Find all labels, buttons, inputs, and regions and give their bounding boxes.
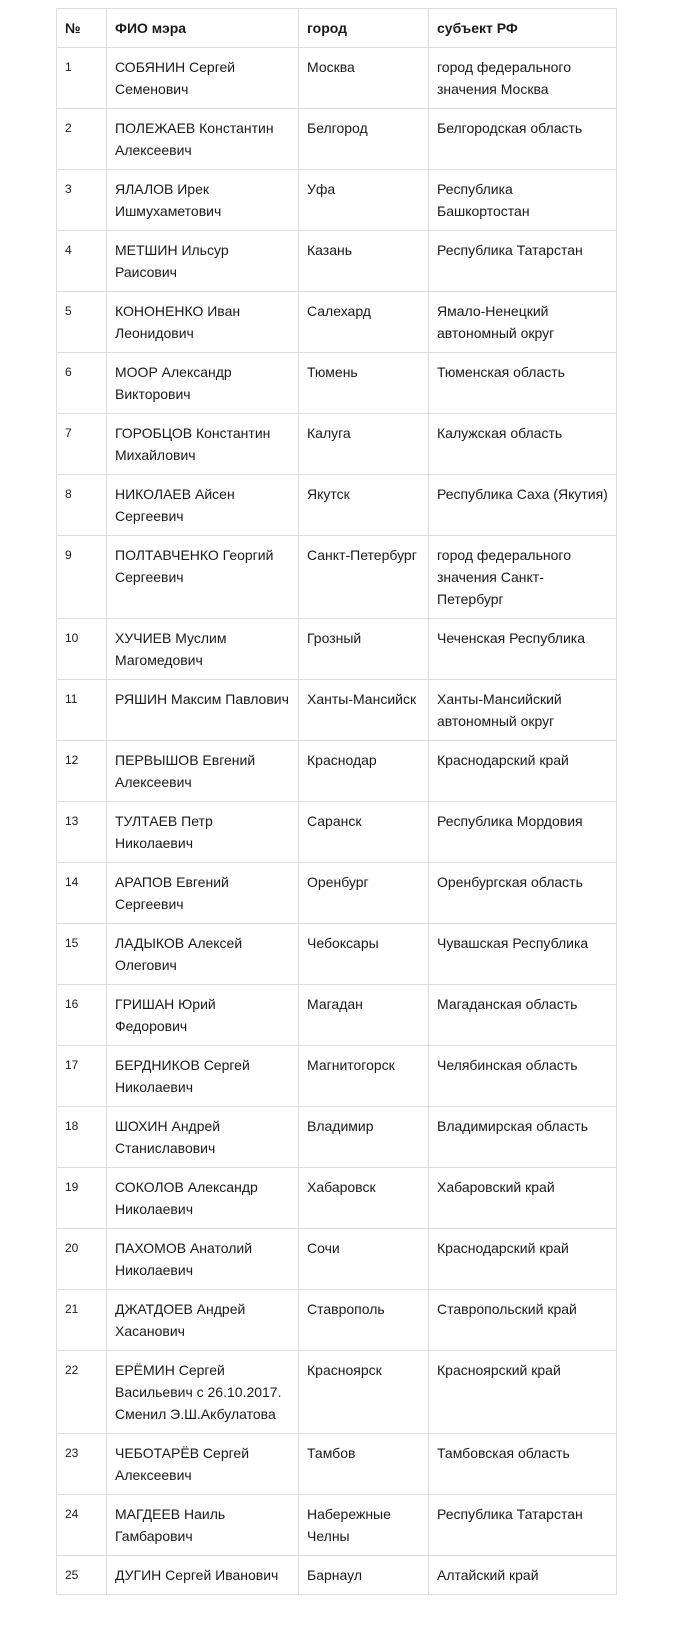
table-row [57,292,617,353]
table-row [57,619,617,680]
cell-city: Магадан [299,985,429,1046]
cell-num: 19 [57,1168,107,1229]
cell-name: МЕТШИН Ильсур Раисович [107,231,299,292]
cell-subject: Белгородская область [429,109,617,170]
cell-subject: Тамбовская область [429,1434,617,1495]
cell-num: 4 [57,231,107,292]
cell-num: 13 [57,802,107,863]
cell-name: ХУЧИЕВ Муслим Магомедович [107,619,299,680]
cell-city: Москва [299,48,429,109]
header-city: город [299,9,429,48]
cell-name: ШОХИН Андрей Станиславович [107,1107,299,1168]
cell-subject: Челябинская область [429,1046,617,1107]
cell-subject: Владимирская область [429,1107,617,1168]
cell-subject: Калужская область [429,414,617,475]
cell-name: ГОРОБЦОВ Константин Михайлович [107,414,299,475]
cell-subject: город федерального значения Москва [429,48,617,109]
cell-city: Казань [299,231,429,292]
cell-city: Сочи [299,1229,429,1290]
cell-subject: Ставропольский край [429,1290,617,1351]
table-row [57,536,617,619]
cell-subject: Магаданская область [429,985,617,1046]
table-row [57,1107,617,1168]
cell-num: 10 [57,619,107,680]
header-subject: субъект РФ [429,9,617,48]
cell-name: РЯШИН Максим Павлович [107,680,299,741]
cell-name: АРАПОВ Евгений Сергеевич [107,863,299,924]
cell-subject: Краснодарский край [429,741,617,802]
cell-name: ПОЛЕЖАЕВ Константин Алексеевич [107,109,299,170]
cell-num: 6 [57,353,107,414]
cell-subject: Республика Татарстан [429,1495,617,1556]
cell-subject: Красноярский край [429,1351,617,1434]
cell-num: 9 [57,536,107,619]
cell-city: Владимир [299,1107,429,1168]
cell-name: БЕРДНИКОВ Сергей Николаевич [107,1046,299,1107]
cell-num: 17 [57,1046,107,1107]
cell-city: Красноярск [299,1351,429,1434]
table-row [57,1351,617,1434]
cell-num: 18 [57,1107,107,1168]
table-row [57,170,617,231]
cell-num: 16 [57,985,107,1046]
cell-subject: Ямало-Ненецкий автономный округ [429,292,617,353]
cell-city: Саранск [299,802,429,863]
cell-num: 22 [57,1351,107,1434]
cell-name: НИКОЛАЕВ Айсен Сергеевич [107,475,299,536]
cell-city: Хабаровск [299,1168,429,1229]
table-row [57,680,617,741]
cell-subject: Республика Мордовия [429,802,617,863]
cell-num: 24 [57,1495,107,1556]
table-row [57,475,617,536]
cell-name: ГРИШАН Юрий Федорович [107,985,299,1046]
table-row [57,802,617,863]
cell-city: Барнаул [299,1556,429,1595]
table-row [57,1168,617,1229]
cell-num: 23 [57,1434,107,1495]
cell-city: Ханты-Мансийск [299,680,429,741]
cell-num: 3 [57,170,107,231]
cell-subject: Хабаровский край [429,1168,617,1229]
cell-name: СОБЯНИН Сергей Семенович [107,48,299,109]
cell-subject: Алтайский край [429,1556,617,1595]
cell-subject: Ханты-Мансийский автономный округ [429,680,617,741]
cell-name: СОКОЛОВ Александр Николаевич [107,1168,299,1229]
cell-name: ДЖАТДОЕВ Андрей Хасанович [107,1290,299,1351]
cell-city: Уфа [299,170,429,231]
cell-num: 21 [57,1290,107,1351]
cell-city: Калуга [299,414,429,475]
cell-num: 20 [57,1229,107,1290]
cell-num: 7 [57,414,107,475]
cell-name: ТУЛТАЕВ Петр Николаевич [107,802,299,863]
header-row [57,9,617,48]
table-header [57,9,617,48]
cell-num: 5 [57,292,107,353]
cell-city: Салехард [299,292,429,353]
cell-name: МООР Александр Викторович [107,353,299,414]
cell-name: ПАХОМОВ Анатолий Николаевич [107,1229,299,1290]
cell-subject: Тюменская область [429,353,617,414]
mayors-table-container [56,8,616,1595]
cell-city: Ставрополь [299,1290,429,1351]
cell-city: Чебоксары [299,924,429,985]
cell-subject: Чеченская Республика [429,619,617,680]
cell-name: ЯЛАЛОВ Ирек Ишмухаметович [107,170,299,231]
table-row [57,1046,617,1107]
table-row [57,1495,617,1556]
cell-num: 25 [57,1556,107,1595]
table-row [57,48,617,109]
cell-city: Набережные Челны [299,1495,429,1556]
cell-city: Краснодар [299,741,429,802]
cell-subject: Краснодарский край [429,1229,617,1290]
header-name: ФИО мэра [107,9,299,48]
cell-num: 15 [57,924,107,985]
cell-name: ЛАДЫКОВ Алексей Олегович [107,924,299,985]
table-body [57,48,617,1595]
table-row [57,414,617,475]
cell-num: 11 [57,680,107,741]
cell-num: 14 [57,863,107,924]
cell-subject: Республика Татарстан [429,231,617,292]
table-row [57,353,617,414]
cell-num: 2 [57,109,107,170]
cell-name: ЧЕБОТАРЁВ Сергей Алексеевич [107,1434,299,1495]
cell-city: Белгород [299,109,429,170]
cell-name: КОНОНЕНКО Иван Леонидович [107,292,299,353]
header-num: № [57,9,107,48]
mayors-table [56,8,617,1595]
cell-city: Тюмень [299,353,429,414]
table-row [57,1290,617,1351]
cell-subject: Республика Саха (Якутия) [429,475,617,536]
cell-city: Якутск [299,475,429,536]
cell-subject: Республика Башкортостан [429,170,617,231]
table-row [57,741,617,802]
table-row [57,863,617,924]
cell-city: Тамбов [299,1434,429,1495]
cell-city: Оренбург [299,863,429,924]
cell-city: Магнитогорск [299,1046,429,1107]
cell-subject: Чувашская Республика [429,924,617,985]
cell-subject: город федерального значения Санкт-Петербург [429,536,617,619]
table-row [57,924,617,985]
cell-name: ПЕРВЫШОВ Евгений Алексеевич [107,741,299,802]
table-row [57,1434,617,1495]
cell-city: Санкт-Петербург [299,536,429,619]
cell-name: ЕРЁМИН Сергей Васильевич с 26.10.2017. Сменил Э.Ш.Акбулатова [107,1351,299,1434]
table-row [57,231,617,292]
cell-name: ПОЛТАВЧЕНКО Георгий Сергеевич [107,536,299,619]
cell-name: МАГДЕЕВ Наиль Гамбарович [107,1495,299,1556]
table-row [57,1556,617,1595]
cell-city: Грозный [299,619,429,680]
cell-num: 8 [57,475,107,536]
table-row [57,1229,617,1290]
table-row [57,985,617,1046]
cell-num: 1 [57,48,107,109]
cell-name: ДУГИН Сергей Иванович [107,1556,299,1595]
cell-subject: Оренбургская область [429,863,617,924]
cell-num: 12 [57,741,107,802]
table-row [57,109,617,170]
